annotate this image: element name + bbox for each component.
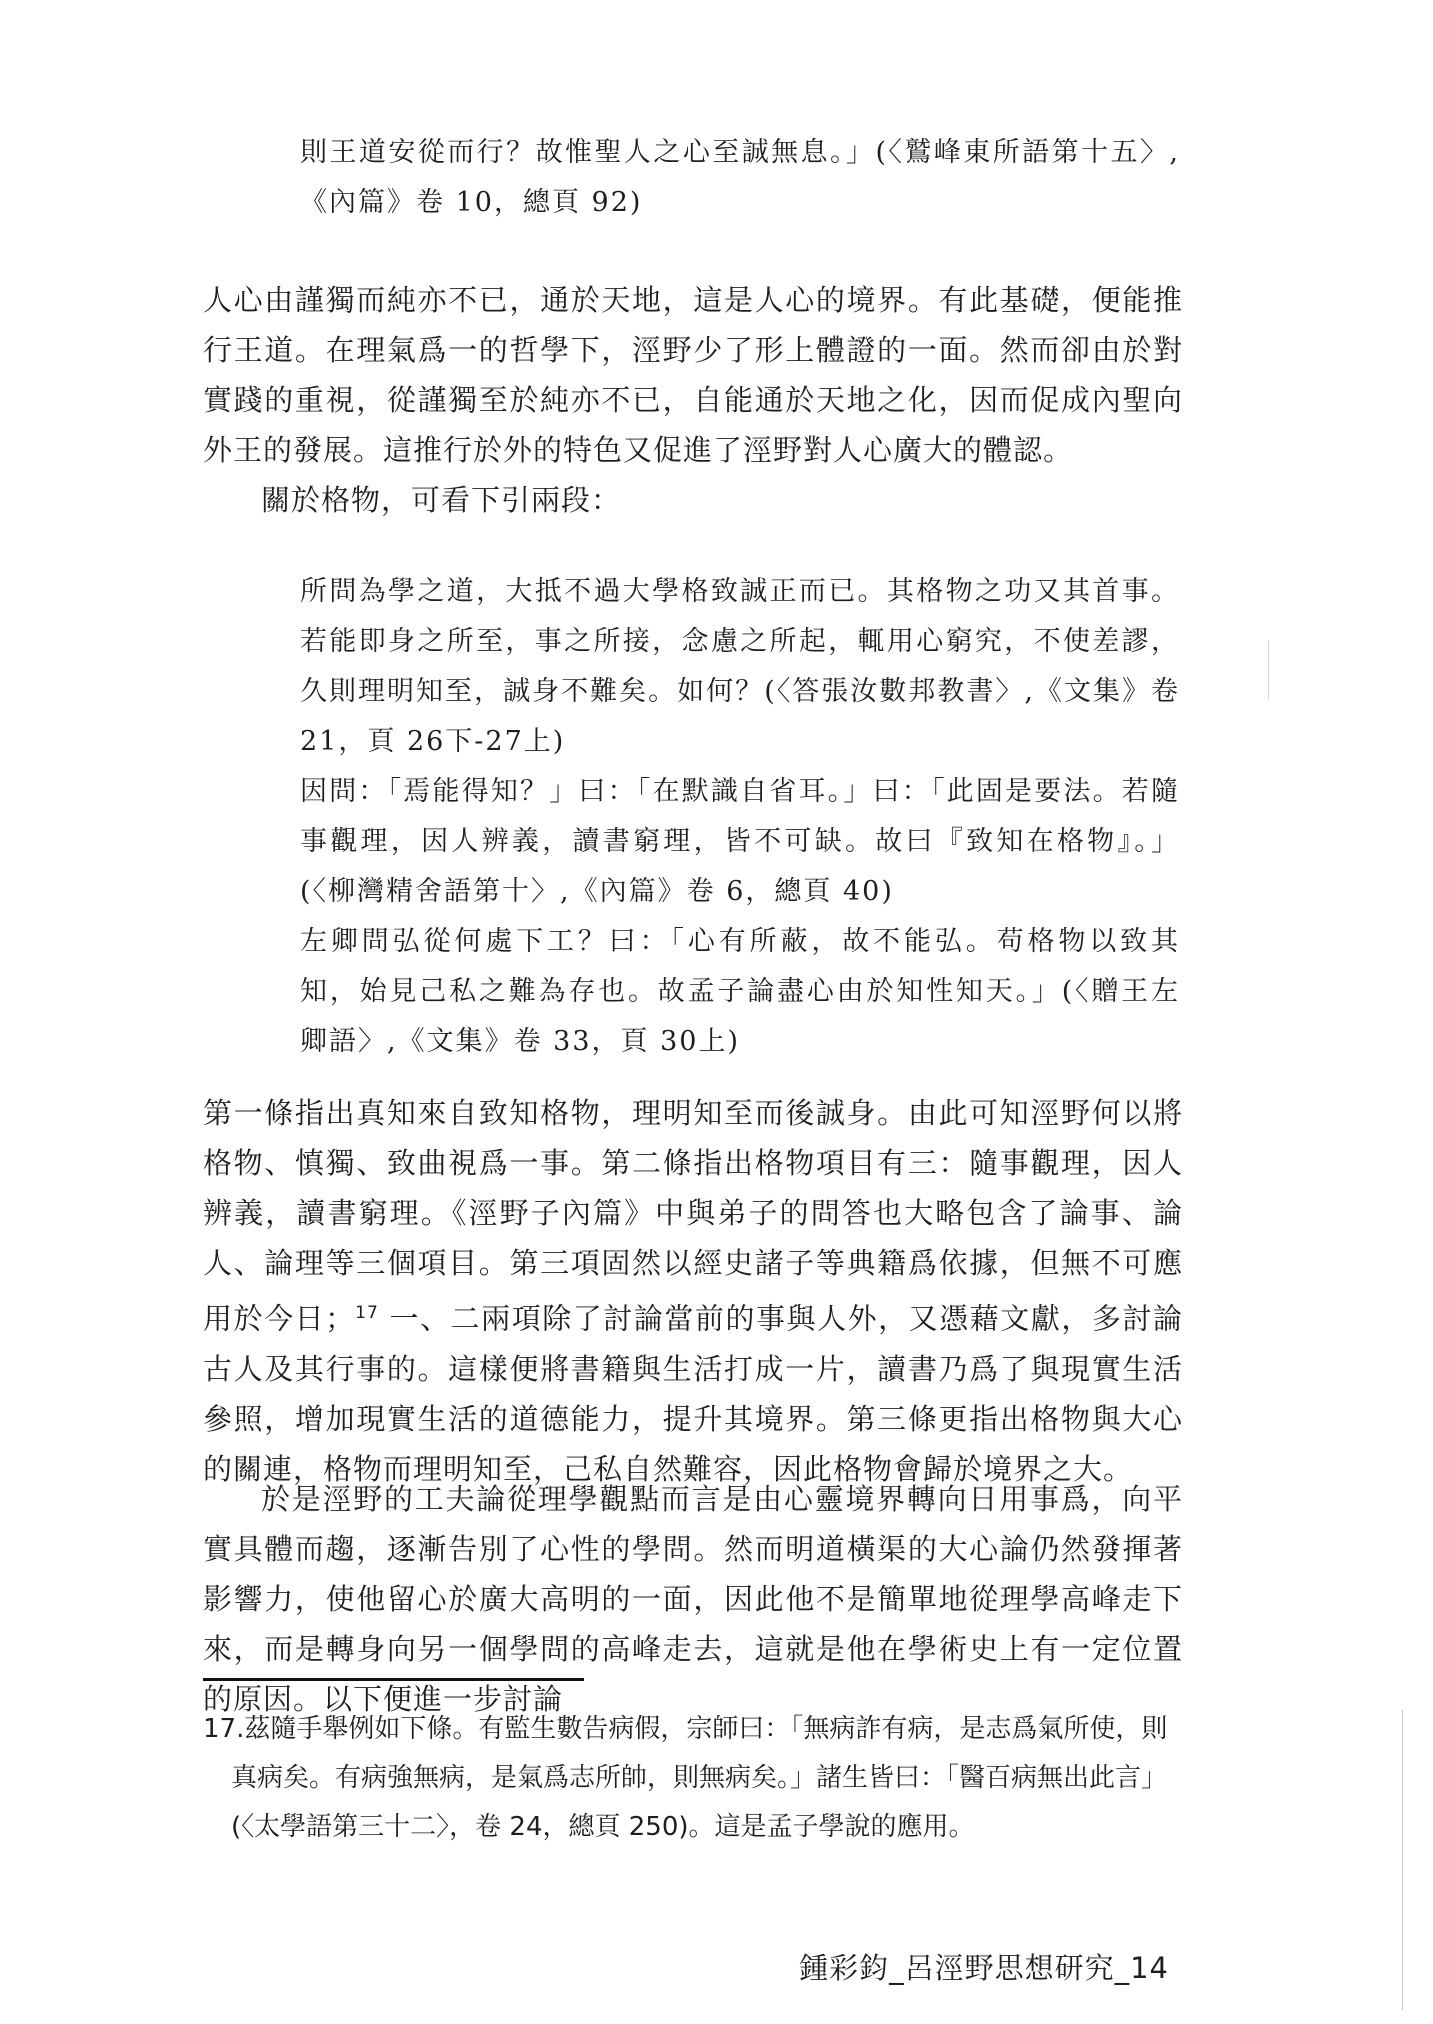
paragraph-text: 人心由謹獨而純亦不已，通於天地，這是人心的境界。有此基礎，便能推行王道。在理氣爲一的哲學下，涇野少了形上體證的一面。然而卻由於對實踐的重視，從謹獨至於純亦不已，自能通於天地之化，因而促成內聖向外王的發展。這推行於外的特色又促進了涇野對人心廣大的體認。 <box>203 283 1183 467</box>
quote-text: 則王道安從而行？故惟聖人之心至誠無息。」(〈鷲峰東所語第十五〉,《內篇》卷 10，總頁 92) <box>300 137 1180 218</box>
footnote-separator <box>203 1678 584 1681</box>
body-paragraph-3 <box>203 1088 1183 1494</box>
scan-edge-mark <box>1402 1710 1403 2010</box>
footnote-17 <box>203 1705 1183 1852</box>
block-quote-continued <box>300 128 1180 228</box>
scan-edge-mark <box>1268 640 1269 700</box>
block-quote-gewu <box>300 567 1180 1067</box>
quote-item-1: 所問為學之道，大抵不過大學格致誠正而已。其格物之功又其首事。若能即身之所至，事之所接，念慮之所起，輒用心窮究，不使差謬，久則理明知至，誠身不難矣。如何？(〈答張汝數邦教書〉,《文集》卷 21，頁 26下-27上) <box>300 576 1180 757</box>
paragraph-text: 於是涇野的工夫論從理學觀點而言是由心靈境界轉向日用事爲，向平實具體而趨，逐漸告別了心性的學問。然而明道橫渠的大心論仍然發揮著影響力，使他留心於廣大高明的一面，因此他不是簡單地從理學高峰走下來，而是轉身向另一個學問的高峰走去，這就是他在學術史上有一定位置的原因。以下便進一步討論 <box>203 1482 1183 1716</box>
page-footer: 鍾彩鈞_呂涇野思想研究_14 <box>799 1951 1169 1985</box>
body-paragraph-1 <box>203 275 1183 475</box>
footnote-text: 17.茲隨手舉例如下條。有監生數告病假，宗師曰：「無病詐有病，是志爲氣所使，則真病矣。有病強無病，是氣爲志所帥，則無病矣。」諸生皆曰：「醫百病無出此言」(〈太學語第三十二〉，卷 24，總頁 250)。這是孟子學說的應用。 <box>203 1714 1168 1842</box>
quote-item-3: 左卿問弘從何處下工？曰：「心有所蔽，故不能弘。苟格物以致其知，始見己私之難為存也。故孟子論盡心由於知性知天。」(〈贈王左卿語〉,《文集》卷 33，頁 30上) <box>300 926 1180 1057</box>
quote-item-2: 因問：「焉能得知？」曰：「在默識自省耳。」曰：「此固是要法。若隨事觀理，因人辨義，讀書窮理，皆不可缺。故曰『致知在格物』。」(〈柳灣精舍語第十〉,《內篇》卷 6，總頁 40) <box>300 776 1180 907</box>
paragraph-text-cont: 一、二兩項除了討論當前的事與人外，又憑藉文獻，多討論古人及其行事的。這樣便將書籍與生活打成一片，讀書乃爲了與現實生活參照，增加現實生活的道德能力，提升其境界。第三條更指出格物與大心的關連，格物而理明知至，己私自然難容，因此格物會歸於境界之大。 <box>203 1301 1183 1486</box>
paragraph-text: 第一條指出真知來自致知格物，理明知至而後誠身。由此可知涇野何以將格物、慎獨、致曲視爲一事。第二條指出格物項目有三：隨事觀理，因人辨義，讀書窮理。《涇野子內篇》中與弟子的問答也大略包含了論事、論人、論理等三個項目。第三項固然以經史諸子等典籍爲依據，但無不可應用於今日； <box>203 1096 1183 1336</box>
body-paragraph-2 <box>203 475 1183 525</box>
footnote-reference: 17 <box>355 1303 379 1323</box>
paragraph-text: 關於格物，可看下引兩段： <box>261 483 622 517</box>
body-paragraph-4 <box>203 1474 1183 1724</box>
